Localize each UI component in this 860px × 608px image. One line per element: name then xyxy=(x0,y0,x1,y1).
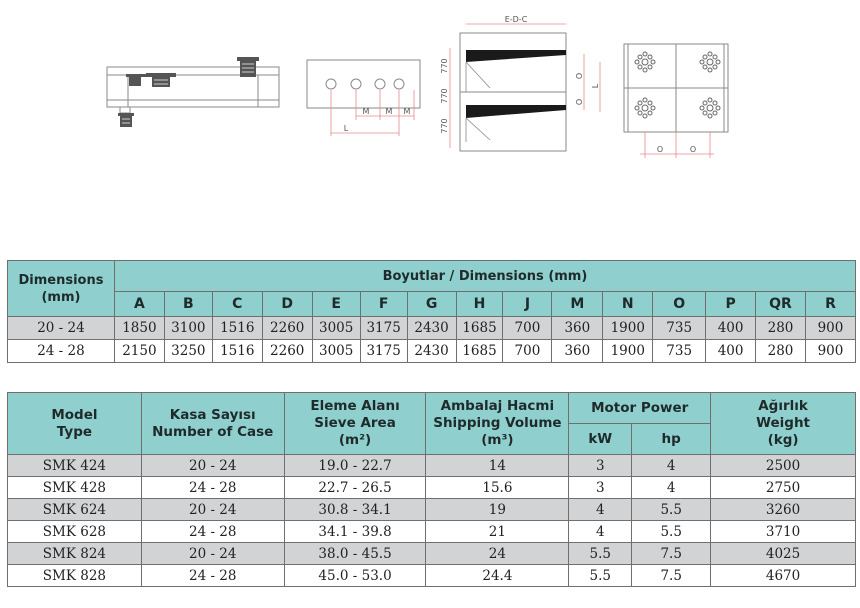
dimension-value-cell: 735 xyxy=(653,340,706,363)
dimension-value-cell: 400 xyxy=(706,317,756,340)
dimension-value-cell: 735 xyxy=(653,317,706,340)
dimensions-row-header: Dimensions (mm) xyxy=(8,261,115,317)
dim-o-label-2: O xyxy=(575,98,584,106)
wedge-profile-drawing xyxy=(440,15,600,151)
dimension-value-cell: 360 xyxy=(552,340,603,363)
weight-cell: 2500 xyxy=(711,455,856,477)
weight-cell: 2750 xyxy=(711,477,856,499)
dimensions-row-label: 24 - 28 xyxy=(8,340,115,363)
dimension-value-cell: 1516 xyxy=(212,340,262,363)
dimension-column-header: O xyxy=(653,292,706,317)
dimension-column-header: E xyxy=(312,292,360,317)
dimension-column-header: D xyxy=(262,292,312,317)
model-table xyxy=(7,392,856,587)
dim-edc-label: E-D-C xyxy=(504,15,528,24)
dimension-column-header: B xyxy=(164,292,212,317)
dimension-column-header: F xyxy=(360,292,407,317)
dim-m-label-3: M xyxy=(403,107,411,116)
model-row xyxy=(8,499,856,521)
dim-o-label-3: O xyxy=(656,145,664,154)
dimension-value-cell: 360 xyxy=(552,317,603,340)
dimension-value-cell: 1850 xyxy=(114,317,164,340)
dimension-value-cell: 2430 xyxy=(407,340,456,363)
shipping-volume-header: Ambalaj Hacmi Shipping Volume (m³) xyxy=(426,393,569,455)
sieve-area-cell: 45.0 - 53.0 xyxy=(284,565,426,587)
model-type-cell: SMK 624 xyxy=(8,499,142,521)
dimensions-row xyxy=(8,340,856,363)
hp-cell: 5.5 xyxy=(632,499,711,521)
dim-l-label: L xyxy=(343,124,349,133)
shipping-volume-cell: 24 xyxy=(426,543,569,565)
dim-m-label-1: M xyxy=(362,107,370,116)
dimension-value-cell: 2150 xyxy=(114,340,164,363)
dimension-column-header: J xyxy=(503,292,552,317)
dim-l-label-2: L xyxy=(591,83,600,89)
dimension-column-header: H xyxy=(456,292,503,317)
dimension-value-cell: 3100 xyxy=(164,317,212,340)
dimension-column-header: N xyxy=(603,292,653,317)
dimension-value-cell: 900 xyxy=(805,317,855,340)
case-count-cell: 20 - 24 xyxy=(141,499,284,521)
hp-header: hp xyxy=(632,424,711,455)
model-type-cell: SMK 428 xyxy=(8,477,142,499)
dimension-column-header: QR xyxy=(756,292,806,317)
dimensions-row xyxy=(8,317,856,340)
case-count-cell: 20 - 24 xyxy=(141,455,284,477)
weight-cell: 3710 xyxy=(711,521,856,543)
case-count-cell: 24 - 28 xyxy=(141,477,284,499)
hp-cell: 7.5 xyxy=(632,565,711,587)
kw-cell: 4 xyxy=(569,499,632,521)
plan-view-drawing xyxy=(624,44,728,158)
dimension-value-cell: 700 xyxy=(503,317,552,340)
side-elevation-drawing xyxy=(107,57,279,127)
model-type-cell: SMK 824 xyxy=(8,543,142,565)
dimensions-group-header: Boyutlar / Dimensions (mm) xyxy=(114,261,855,292)
sieve-area-cell: 38.0 - 45.5 xyxy=(284,543,426,565)
sieve-area-cell: 22.7 - 26.5 xyxy=(284,477,426,499)
dimension-value-cell: 3175 xyxy=(360,317,407,340)
shipping-volume-cell: 14 xyxy=(426,455,569,477)
kw-cell: 5.5 xyxy=(569,543,632,565)
sieve-area-header: Eleme Alanı Sieve Area (m²) xyxy=(284,393,426,455)
weight-cell: 3260 xyxy=(711,499,856,521)
dimension-value-cell: 2260 xyxy=(262,317,312,340)
dimension-column-header: C xyxy=(212,292,262,317)
sieve-area-cell: 34.1 - 39.8 xyxy=(284,521,426,543)
shipping-volume-cell: 15.6 xyxy=(426,477,569,499)
dimension-column-header: R xyxy=(805,292,855,317)
motor-power-header: Motor Power xyxy=(569,393,711,424)
dimension-value-cell: 1900 xyxy=(603,340,653,363)
model-row xyxy=(8,565,856,587)
model-row xyxy=(8,477,856,499)
model-row xyxy=(8,521,856,543)
dimension-value-cell: 400 xyxy=(706,340,756,363)
dimension-column-header: P xyxy=(706,292,756,317)
weight-cell: 4025 xyxy=(711,543,856,565)
model-type-cell: SMK 828 xyxy=(8,565,142,587)
model-type-cell: SMK 628 xyxy=(8,521,142,543)
dim-o-label-4: O xyxy=(689,145,697,154)
kw-header: kW xyxy=(569,424,632,455)
dimension-value-cell: 1900 xyxy=(603,317,653,340)
kw-cell: 4 xyxy=(569,521,632,543)
dimension-value-cell: 1516 xyxy=(212,317,262,340)
kw-cell: 3 xyxy=(569,477,632,499)
sieve-area-cell: 19.0 - 22.7 xyxy=(284,455,426,477)
dim-m-label-2: M xyxy=(385,107,393,116)
dimensions-row-label: 20 - 24 xyxy=(8,317,115,340)
case-count-header: Kasa Sayısı Number of Case xyxy=(141,393,284,455)
dimension-value-cell: 3175 xyxy=(360,340,407,363)
hp-cell: 4 xyxy=(632,477,711,499)
dimension-value-cell: 3250 xyxy=(164,340,212,363)
dimension-value-cell: 3005 xyxy=(312,317,360,340)
technical-drawings xyxy=(0,0,860,250)
dimension-value-cell: 2260 xyxy=(262,340,312,363)
dimension-value-cell: 1685 xyxy=(456,340,503,363)
model-type-cell: SMK 424 xyxy=(8,455,142,477)
shipping-volume-cell: 24.4 xyxy=(426,565,569,587)
model-row xyxy=(8,455,856,477)
case-count-cell: 24 - 28 xyxy=(141,565,284,587)
weight-header: Ağırlık Weight (kg) xyxy=(711,393,856,455)
model-type-header: Model Type xyxy=(8,393,142,455)
dimension-column-header: G xyxy=(407,292,456,317)
dim-770-label-2: 770 xyxy=(440,88,449,104)
dim-o-label-1: O xyxy=(575,72,584,80)
dimension-column-header: M xyxy=(552,292,603,317)
model-row xyxy=(8,543,856,565)
case-count-cell: 24 - 28 xyxy=(141,521,284,543)
hp-cell: 7.5 xyxy=(632,543,711,565)
dimension-value-cell: 700 xyxy=(503,340,552,363)
dimension-value-cell: 280 xyxy=(756,340,806,363)
dimension-value-cell: 900 xyxy=(805,340,855,363)
weight-cell: 4670 xyxy=(711,565,856,587)
dim-770-label-3: 770 xyxy=(440,118,449,134)
shipping-volume-cell: 21 xyxy=(426,521,569,543)
sieve-area-cell: 30.8 - 34.1 xyxy=(284,499,426,521)
case-count-cell: 20 - 24 xyxy=(141,543,284,565)
dimension-column-header: A xyxy=(114,292,164,317)
panel-holes-drawing xyxy=(307,60,420,136)
shipping-volume-cell: 19 xyxy=(426,499,569,521)
hp-cell: 4 xyxy=(632,455,711,477)
dimension-value-cell: 280 xyxy=(756,317,806,340)
kw-cell: 3 xyxy=(569,455,632,477)
dimension-value-cell: 3005 xyxy=(312,340,360,363)
dimensions-table xyxy=(7,260,856,363)
dimension-value-cell: 2430 xyxy=(407,317,456,340)
dimension-value-cell: 1685 xyxy=(456,317,503,340)
kw-cell: 5.5 xyxy=(569,565,632,587)
dim-770-label-1: 770 xyxy=(440,58,449,74)
hp-cell: 5.5 xyxy=(632,521,711,543)
